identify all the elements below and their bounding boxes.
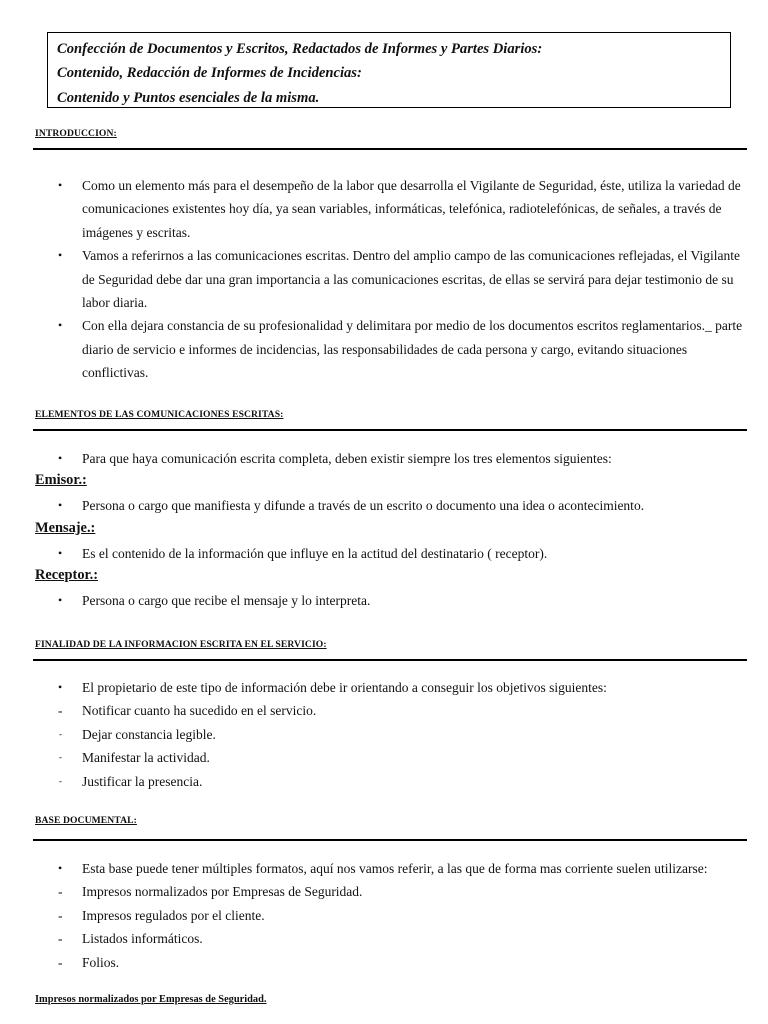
list-item <box>0 447 768 470</box>
list-item <box>0 314 768 384</box>
dash-icon: - <box>58 954 63 970</box>
bullet-icon: • <box>58 861 63 875</box>
list-item-text: El propietario de este tipo de información debe ir orientando a conseguir los objetivos siguientes: <box>82 680 607 695</box>
section-heading-introduccion: INTRODUCCION: <box>35 128 117 139</box>
list-item <box>0 857 768 880</box>
section-divider <box>33 839 747 841</box>
list-item-text: Persona o cargo que recibe el mensaje y lo interpreta. <box>82 593 371 608</box>
intro-bullet-list <box>0 174 768 385</box>
bullet-icon: • <box>58 593 63 607</box>
bullet-icon: • <box>58 451 63 465</box>
list-item-text: Notificar cuanto ha sucedido en el servicio. <box>82 703 317 719</box>
list-item <box>0 723 768 746</box>
list-item <box>0 880 768 903</box>
section-divider <box>33 659 747 661</box>
bullet-icon: • <box>58 248 63 263</box>
document-title-box <box>47 32 731 108</box>
dash-icon: - <box>59 775 62 786</box>
list-item <box>0 904 768 927</box>
list-item <box>0 770 768 793</box>
list-item <box>0 746 768 769</box>
list-item <box>0 494 768 517</box>
list-item <box>0 542 768 565</box>
list-item-text: Es el contenido de la información que influye en la actitud del destinatario ( receptor). <box>82 546 548 561</box>
title-line-2: Contenido, Redacción de Informes de Incidencias: <box>57 65 362 82</box>
elementos-intro-list <box>0 447 768 470</box>
bullet-icon: • <box>58 680 63 694</box>
list-item <box>0 699 768 722</box>
dash-icon: - <box>59 728 62 739</box>
list-item-text: Para que haya comunicación escrita completa, deben existir siempre los tres elementos siguientes: <box>82 451 612 466</box>
list-item-text: Como un elemento más para el desempeño de la labor que desarrolla el Vigilante de Seguridad, éste, utiliza la variedad de comunicaciones existentes hoy día, ya sean variables, informáticas, telefónica, radiotelefónicas, de señales, a través de imágenes y escritas. <box>82 178 741 240</box>
list-item-text: Impresos regulados por el cliente. <box>82 907 265 923</box>
section-divider <box>33 429 747 431</box>
section-heading-elementos: ELEMENTOS DE LAS COMUNICACIONES ESCRITAS: <box>35 409 284 420</box>
emisor-list <box>0 494 768 517</box>
section-divider <box>33 148 747 150</box>
title-line-3: Contenido y Puntos esenciales de la misma. <box>57 89 320 106</box>
mensaje-label: Mensaje.: <box>35 520 96 536</box>
bullet-icon: • <box>58 178 63 192</box>
section-heading-base-documental: BASE DOCUMENTAL: <box>35 815 137 826</box>
receptor-list <box>0 589 768 612</box>
list-item <box>0 589 768 612</box>
list-item-text: Persona o cargo que manifiesta y difunde a través de un escrito o documento una idea o acontecimiento. <box>82 498 645 513</box>
bullet-icon: • <box>58 318 63 333</box>
list-item <box>0 244 768 314</box>
list-item <box>0 951 768 974</box>
list-item <box>0 174 768 244</box>
subsection-heading-impresos: Impresos normalizados por Empresas de Seguridad. <box>35 994 267 1005</box>
finalidad-list <box>0 676 768 793</box>
bullet-icon: • <box>58 498 63 512</box>
list-item <box>0 676 768 699</box>
list-item-text: Vamos a referirnos a las comunicaciones escritas. Dentro del amplio campo de las comunicaciones reflejadas, el Vigilante de Seguridad debe dar una gran importancia a las comunicaciones escritas, de ellas se servirá para dejar testimonio de su labor diaria. <box>82 248 740 311</box>
emisor-label: Emisor.: <box>35 472 87 488</box>
base-list <box>0 857 768 974</box>
list-item-text: Impresos normalizados por Empresas de Seguridad. <box>82 884 363 900</box>
dash-icon: - <box>58 884 63 900</box>
list-item <box>0 927 768 950</box>
mensaje-list <box>0 542 768 565</box>
list-item-text: Dejar constancia legible. <box>82 726 216 742</box>
list-item-text: Con ella dejara constancia de su profesionalidad y delimitara por medio de los documentos escritos reglamentarios._ parte diario de servicio e informes de incidencias, las responsabilidades de cada persona y cargo, evitando situaciones conflictivas. <box>82 318 743 381</box>
receptor-label: Receptor.: <box>35 567 99 583</box>
dash-icon: - <box>59 752 62 763</box>
section-heading-finalidad: FINALIDAD DE LA INFORMACION ESCRITA EN EL SERVICIO: <box>35 639 327 650</box>
list-item-text: Manifestar la actividad. <box>82 750 210 766</box>
list-item-text: Listados informáticos. <box>82 931 203 947</box>
title-line-1: Confección de Documentos y Escritos, Redactados de Informes y Partes Diarios: <box>57 41 543 57</box>
dash-icon: - <box>58 931 63 947</box>
dash-icon: - <box>58 907 63 923</box>
list-item-text: Esta base puede tener múltiples formatos, aquí nos vamos referir, a las que de forma mas corriente suelen utilizarse: <box>82 861 708 876</box>
bullet-icon: • <box>58 546 63 560</box>
list-item-text: Justificar la presencia. <box>82 773 203 789</box>
list-item-text: Folios. <box>82 954 120 970</box>
dash-icon: - <box>58 703 63 719</box>
